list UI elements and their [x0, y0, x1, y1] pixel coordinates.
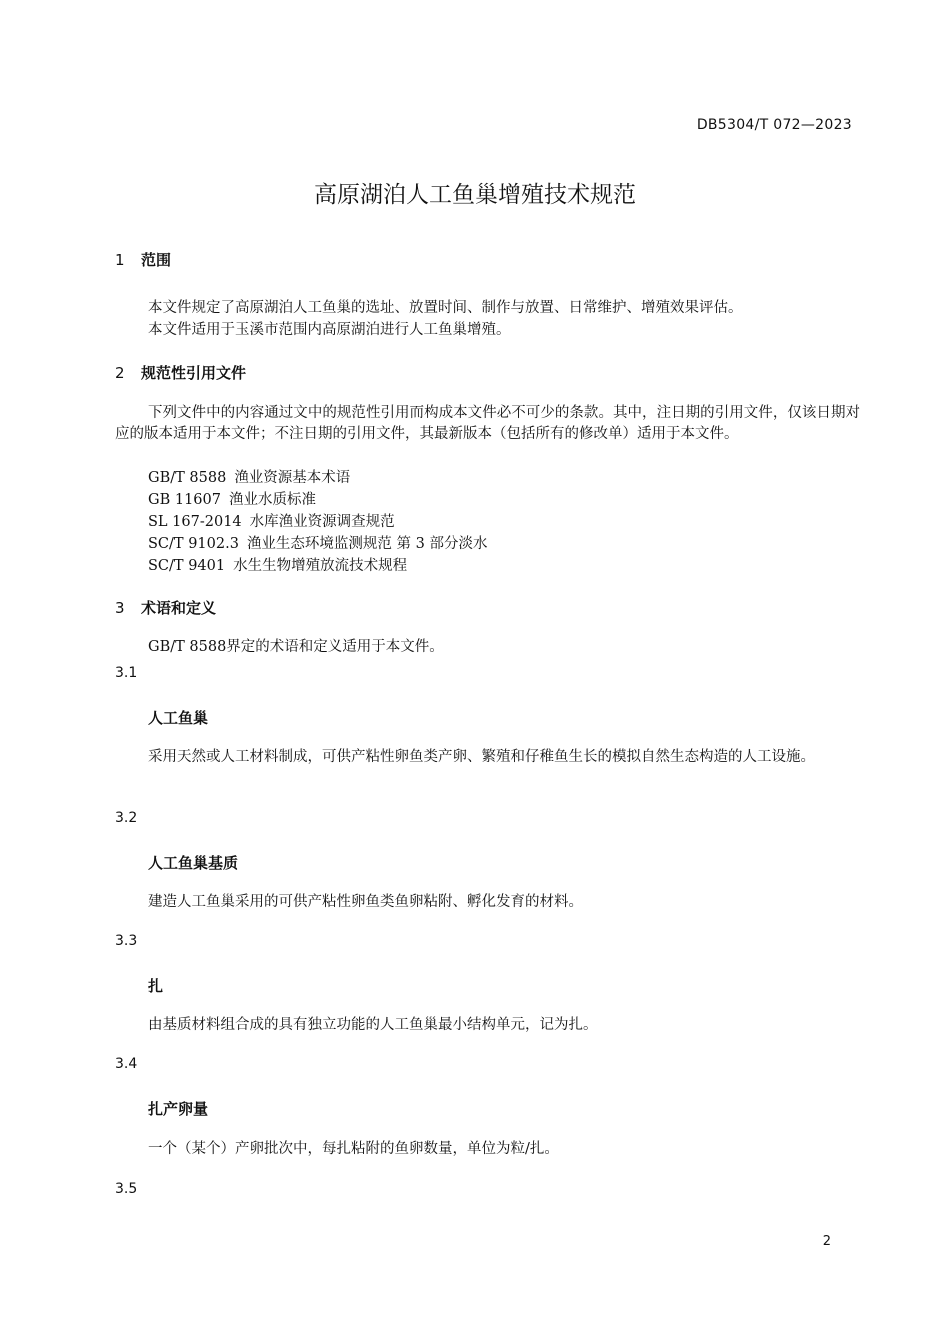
- term-definition: 一个（某个）产卵批次中，每扎粘附的鱼卵数量，单位为粒/扎。: [148, 1141, 559, 1157]
- term-title: 扎: [148, 977, 164, 995]
- reference-name: 渔业水质标准: [228, 492, 316, 508]
- reference-code: GB/T 8588: [148, 470, 227, 486]
- reference-item: [148, 512, 395, 533]
- section-heading: [115, 597, 216, 618]
- section-title: 规范性引用文件: [141, 364, 247, 382]
- reference-item: [148, 534, 488, 555]
- reference-code: SC/T 9102.3: [148, 536, 239, 552]
- term-number: 3.3: [115, 933, 138, 949]
- section-number: 2: [115, 364, 125, 382]
- term-number: 3.1: [115, 665, 138, 681]
- paragraph: GB/T 8588界定的术语和定义适用于本文件。: [148, 639, 444, 655]
- section-title: 术语和定义: [141, 599, 217, 617]
- document-code: DB5304/T 072—2023: [696, 117, 852, 133]
- term-number: 3.5: [115, 1181, 138, 1197]
- reference-item: [148, 556, 407, 577]
- paragraph: 本文件适用于玉溪市范围内高原湖泊进行人工鱼巢增殖。: [148, 322, 511, 338]
- reference-name: 水库渔业资源调查规范: [249, 514, 395, 530]
- term-title: 人工鱼巢: [148, 709, 209, 727]
- term-definition: 由基质材料组合成的具有独立功能的人工鱼巢最小结构单元，记为扎。: [148, 1017, 598, 1033]
- section-heading: [115, 249, 171, 270]
- reference-name: 水生生物增殖放流技术规程: [233, 558, 408, 574]
- reference-item: [148, 468, 350, 489]
- term-definition: 采用天然或人工材料制成，可供产粘性卵鱼类产卵、繁殖和仔稚鱼生长的模拟自然生态构造的人工设施。: [148, 749, 815, 765]
- section-number: 1: [115, 251, 125, 269]
- section-number: 3: [115, 599, 125, 617]
- term-number: 3.2: [115, 810, 138, 826]
- reference-item: [148, 490, 316, 511]
- reference-name: 渔业资源基本术语: [234, 470, 351, 486]
- term-number: 3.4: [115, 1056, 138, 1072]
- reference-code: SL 167-2014: [148, 514, 242, 530]
- term-title: 扎产卵量: [148, 1100, 209, 1118]
- section-title: 范围: [141, 251, 172, 269]
- reference-code: GB 11607: [148, 492, 221, 508]
- reference-code: SC/T 9401: [148, 558, 226, 574]
- term-title: 人工鱼巢基质: [148, 854, 239, 872]
- reference-name: 渔业生态环境监测规范 第 3 部分淡水: [246, 536, 488, 552]
- paragraph: 本文件规定了高原湖泊人工鱼巢的选址、放置时间、制作与放置、日常维护、增殖效果评估。: [148, 300, 743, 316]
- page-number: 2: [822, 1234, 831, 1249]
- section-heading: [115, 362, 246, 383]
- term-definition: 建造人工鱼巢采用的可供产粘性卵鱼类鱼卵粘附、孵化发育的材料。: [148, 894, 583, 910]
- document-title: 高原湖泊人工鱼巢增殖技术规范: [314, 182, 636, 208]
- paragraph: 下列文件中的内容通过文中的规范性引用而构成本文件必不可少的条款。其中，注日期的引用文件，仅该日期对应的版本适用于本文件；不注日期的引用文件，其最新版本（包括所有的修改单）适用于本文件。: [115, 405, 860, 442]
